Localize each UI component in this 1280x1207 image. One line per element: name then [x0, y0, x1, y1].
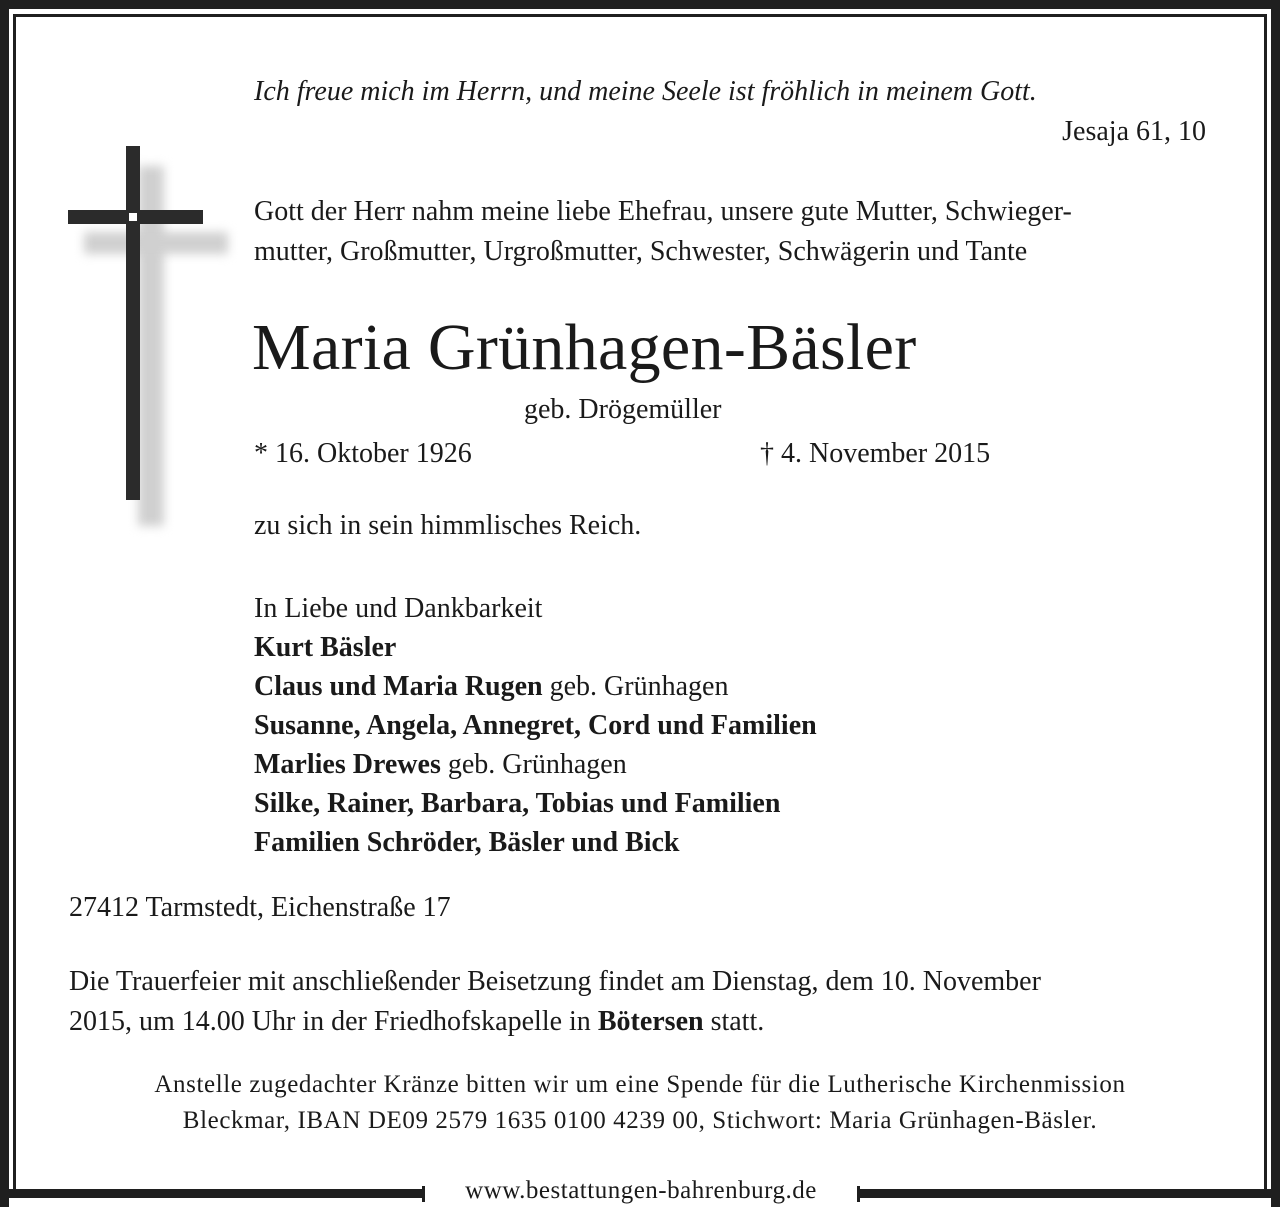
mourner-name: Familien Schröder, Bäsler und Bick	[254, 827, 680, 858]
mourner-name: Susanne, Angela, Annegret, Cord und Familien	[254, 710, 817, 741]
mourner-name: Marlies Drewes	[254, 749, 441, 780]
heaven-line: zu sich in sein himmlisches Reich.	[254, 510, 642, 541]
donation-line-1: Anstelle zugedachter Kränze bitten wir um eine Spende für die Lutherische Kirchenmission	[154, 1071, 1126, 1098]
donation-note	[60, 1067, 1220, 1139]
mourner-row	[254, 628, 817, 667]
donation-line-2: Bleckmar, IBAN DE09 2579 1635 0100 4239 00, Stichwort: Maria Grünhagen-Bäsler.	[182, 1107, 1098, 1134]
bible-verse-reference: Jesaja 61, 10	[1062, 116, 1206, 147]
mourners-block	[254, 589, 817, 862]
cross-icon	[68, 146, 228, 526]
service-location: Bötersen	[597, 1006, 704, 1037]
birth-date: * 16. Oktober 1926	[254, 438, 472, 469]
bible-verse: Ich freue mich im Herrn, und meine Seele ist fröhlich in meinem Gott.	[254, 76, 1037, 107]
intro-text	[254, 192, 1224, 272]
mourner-row	[254, 823, 817, 862]
mourner-note: geb. Grünhagen	[542, 671, 729, 702]
mourner-note: geb. Grünhagen	[440, 749, 627, 780]
mourner-name: Silke, Rainer, Barbara, Tobias und Familien	[254, 788, 781, 819]
service-info	[69, 962, 1229, 1042]
cross-shadow-horizontal	[84, 232, 228, 254]
service-line-1: Die Trauerfeier mit anschließender Beisetzung findet am Dienstag, dem 10. November	[69, 966, 1041, 997]
maiden-name: geb. Drögemüller	[524, 394, 722, 425]
service-line-2	[69, 1002, 1229, 1042]
intro-line-1: Gott der Herr nahm meine liebe Ehefrau, unsere gute Mutter, Schwieger-	[254, 196, 1072, 227]
website-link[interactable]: www.bestattungen-bahrenburg.de	[465, 1177, 817, 1204]
mourner-name: Claus und Maria Rugen	[254, 671, 543, 702]
address: 27412 Tarmstedt, Eichenstraße 17	[69, 892, 451, 923]
mourner-row	[254, 784, 817, 823]
service-line-2-start: 2015, um 14.00 Uhr in der Friedhofskapelle in	[69, 1006, 598, 1037]
death-date: † 4. November 2015	[760, 438, 991, 469]
deceased-name: Maria Grünhagen-Bäsler	[252, 311, 917, 384]
mourner-name: Kurt Bäsler	[254, 632, 397, 663]
cross-center	[129, 213, 137, 221]
mourners-intro: In Liebe und Dankbarkeit	[254, 593, 543, 624]
intro-line-2: mutter, Großmutter, Urgroßmutter, Schwester, Schwägerin und Tante	[254, 236, 1028, 267]
cross-bar-vertical	[126, 146, 140, 500]
mourner-row	[254, 667, 817, 706]
service-line-2-end: statt.	[703, 1006, 765, 1037]
mourner-row	[254, 745, 817, 784]
mourner-row	[254, 706, 817, 745]
